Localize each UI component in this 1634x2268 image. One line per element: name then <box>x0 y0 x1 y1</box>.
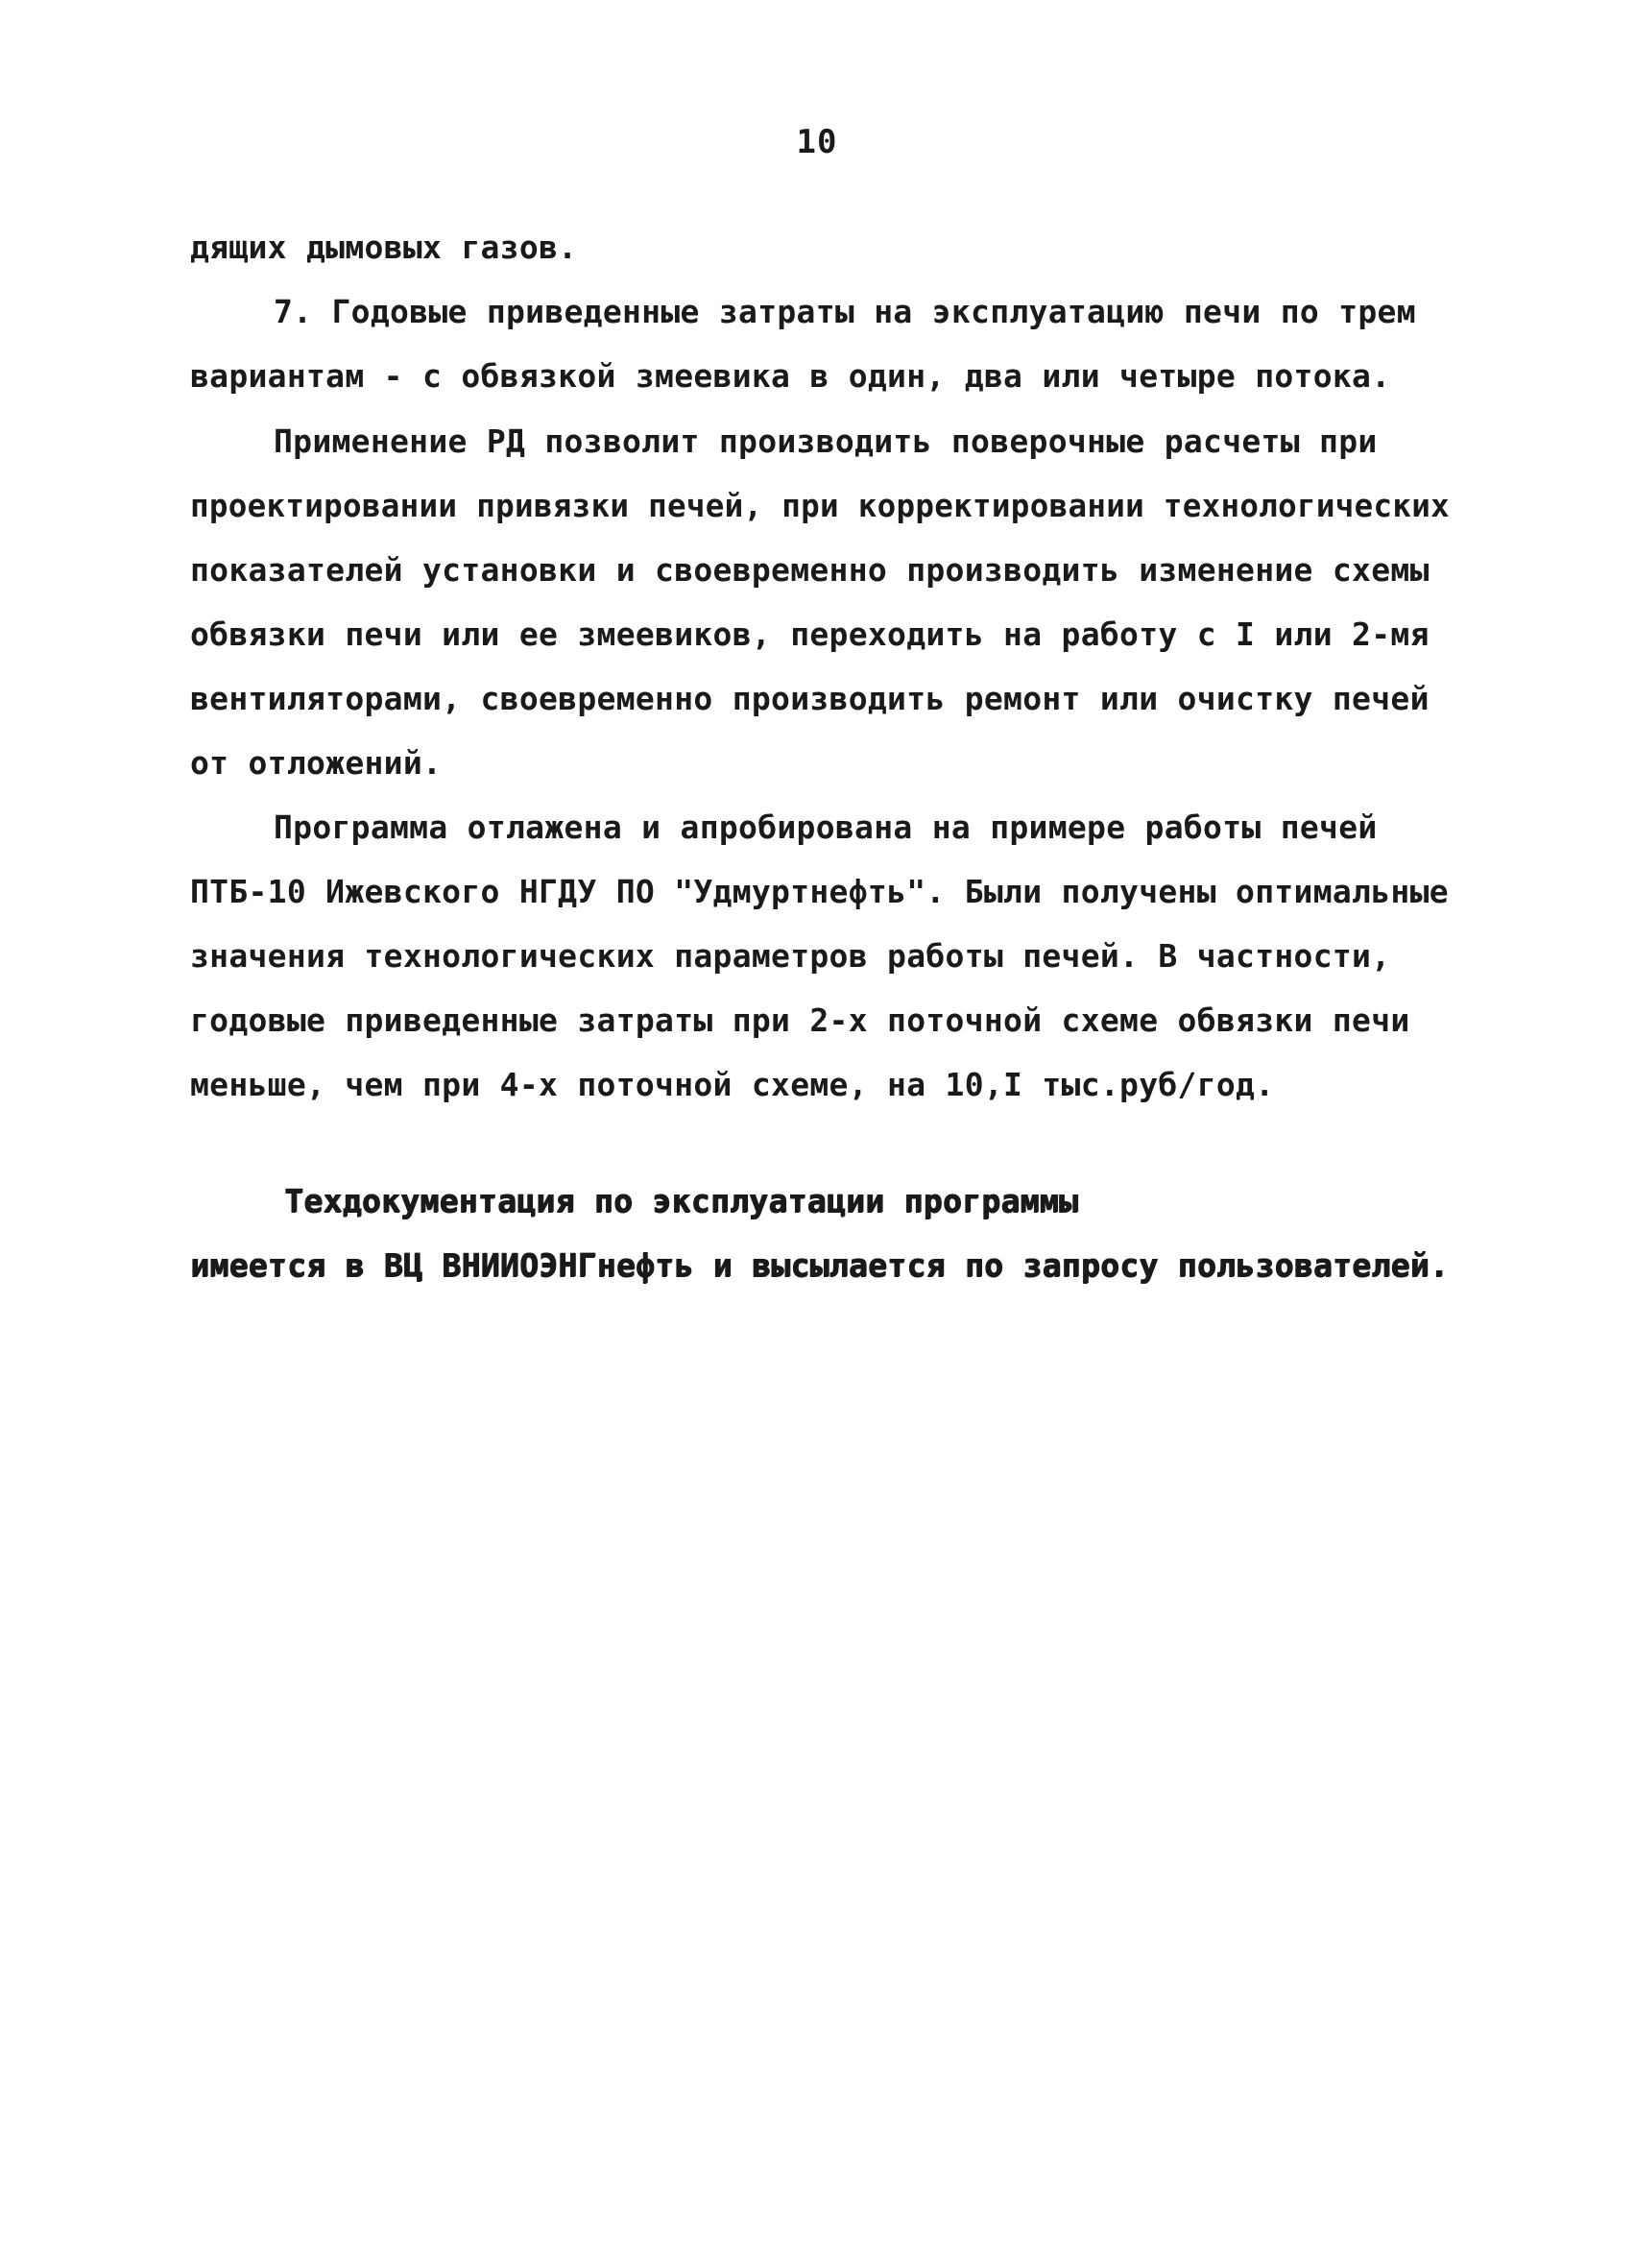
text-line: дящих дымовых газов. <box>190 229 578 266</box>
text-line: вентиляторами, своевременно производить ремонт или очистку печей <box>190 680 1430 717</box>
text-line: ПТБ-10 Ижевского НГДУ ПО "Удмуртнефть". Были получены оптимальные <box>190 873 1449 910</box>
text-line: меньше, чем при 4-х поточной схеме, на 10,I тыс.руб/год. <box>190 1066 1275 1103</box>
text-line: обвязки печи или ее змеевиков, переходить на работу с I или 2-мя <box>190 615 1430 653</box>
text-line: вариантам - с обвязкой змеевика в один, два или четыре потока. <box>190 357 1391 395</box>
text-line: проектировании привязки печей, при корректировании технологических <box>190 487 1451 524</box>
text-line: от отложений. <box>190 744 443 782</box>
text-line: 7. Годовые приведенные затраты на эксплуатацию печи по трем <box>274 293 1416 330</box>
text-line: показателей установки и своевременно производить изменение схемы <box>190 551 1430 589</box>
text-line: Техдокументация по эксплуатации программы <box>284 1182 1078 1219</box>
text-line: имеется в ВЦ ВНИИОЭНГнефть и высылается по запросу пользователей. <box>190 1246 1449 1284</box>
text-line: Программа отлажена и апробирована на примере работы печей <box>274 808 1378 846</box>
text-line: значения технологических параметров работы печей. В частности, <box>190 937 1391 975</box>
page-number: 10 <box>796 123 838 161</box>
text-line: Применение РД позволит производить поверочные расчеты при <box>274 422 1378 460</box>
text-line: годовые приведенные затраты при 2-х поточной схеме обвязки печи <box>190 1001 1410 1039</box>
